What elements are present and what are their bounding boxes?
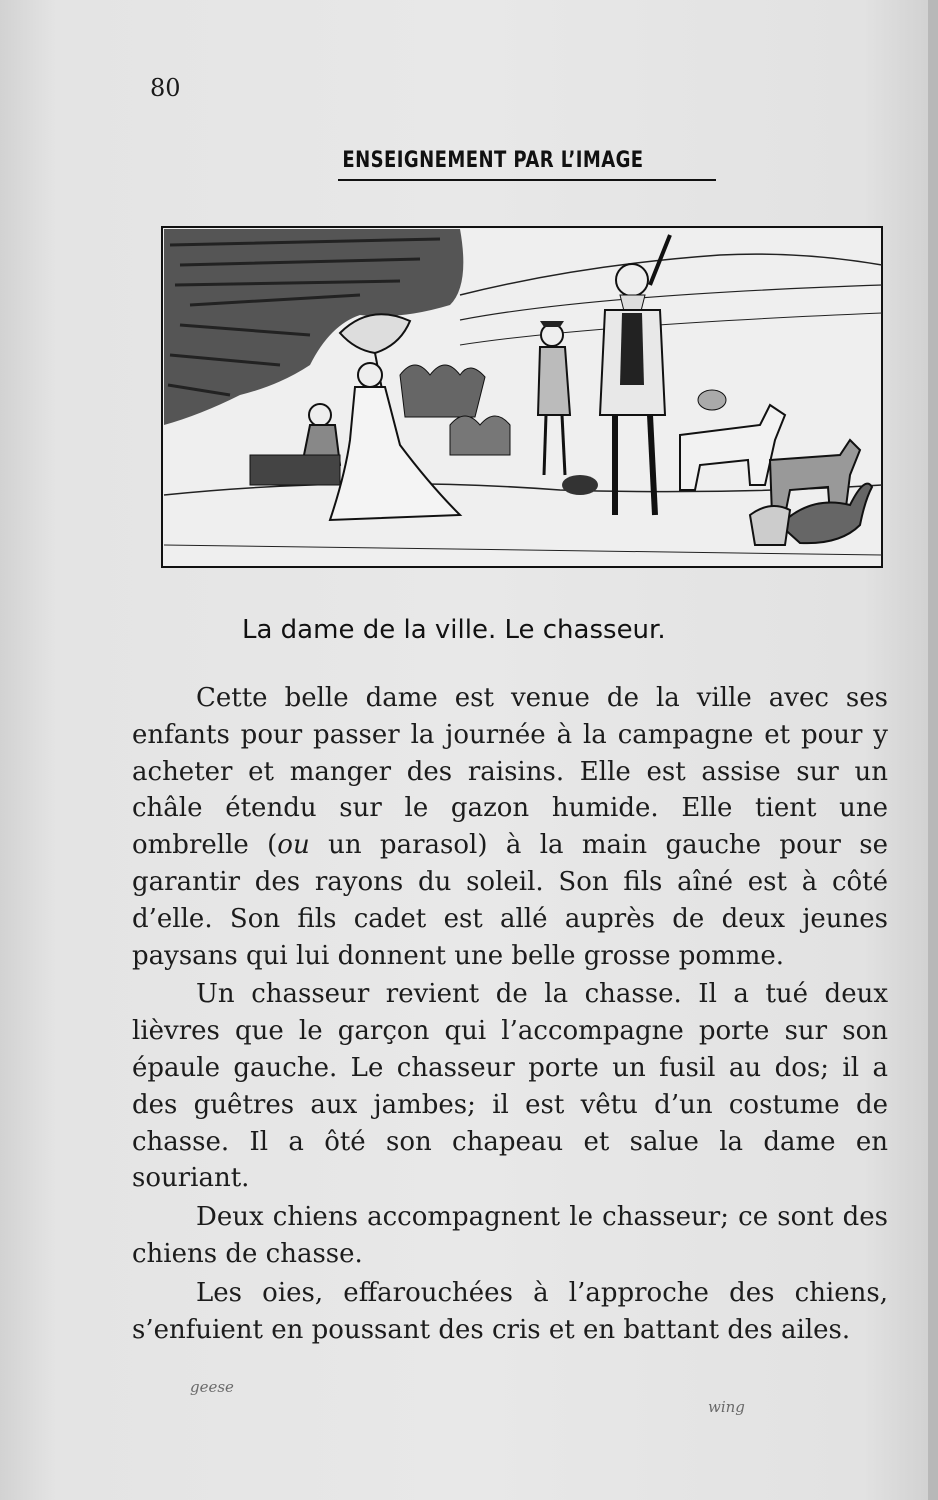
- paragraph-lady: Cette belle dame est venue de la ville avec ses enfants pour passer la journée à la campagne et pour y acheter et manger des raisins. Elle est assise sur un châle étendu sur le gazon humide. Elle tient une ombrelle (ou un parasol) à la main gauche pour se garantir des rayons du soleil. Son fils aîné est à côté d’elle. Son fils cadet est allé auprès de deux jeunes paysans qui lui donnent une belle grosse pomme.: [132, 683, 888, 971]
- hare: [562, 475, 598, 495]
- paragraph-dogs: Deux chiens accompagnent le chasseur; ce sont des chiens de chasse.: [132, 1202, 888, 1269]
- paragraph-geese: Les oies, effarouchées à l’approche des chiens, s’enfuient en poussant des cris et en battant des ailes.: [132, 1277, 888, 1345]
- shawl: [250, 455, 340, 485]
- goose: [750, 506, 790, 545]
- bush: [400, 365, 485, 417]
- lady-head: [358, 363, 382, 387]
- engraving-illustration: [160, 225, 888, 585]
- hunter-head: [616, 264, 648, 296]
- heading-underline: [338, 179, 716, 181]
- section-heading: ENSEIGNEMENT PAR L’IMAGE: [342, 148, 644, 173]
- page-number: 80: [150, 74, 181, 102]
- body-text: [132, 680, 888, 1350]
- page-edge: [928, 0, 938, 1500]
- child-head: [541, 324, 563, 346]
- illustration-caption: La dame de la ville. Le chasseur.: [242, 615, 666, 645]
- paragraph-hunter: Un chasseur revient de la chasse. Il a tué deux lièvres que le garçon qui l’accompagne porte sur son épaule gauche. Le chasseur porte un fusil au dos; il a des guêtres aux jambes; il est vêtu d’un costume de chasse. Il a ôté son chapeau et salue la dame en souriant.: [132, 979, 888, 1194]
- child-body: [538, 347, 570, 415]
- pencil-annotation: wing: [708, 1398, 745, 1416]
- boy-head: [309, 404, 331, 426]
- hat: [698, 390, 726, 410]
- pencil-annotation: geese: [190, 1378, 234, 1396]
